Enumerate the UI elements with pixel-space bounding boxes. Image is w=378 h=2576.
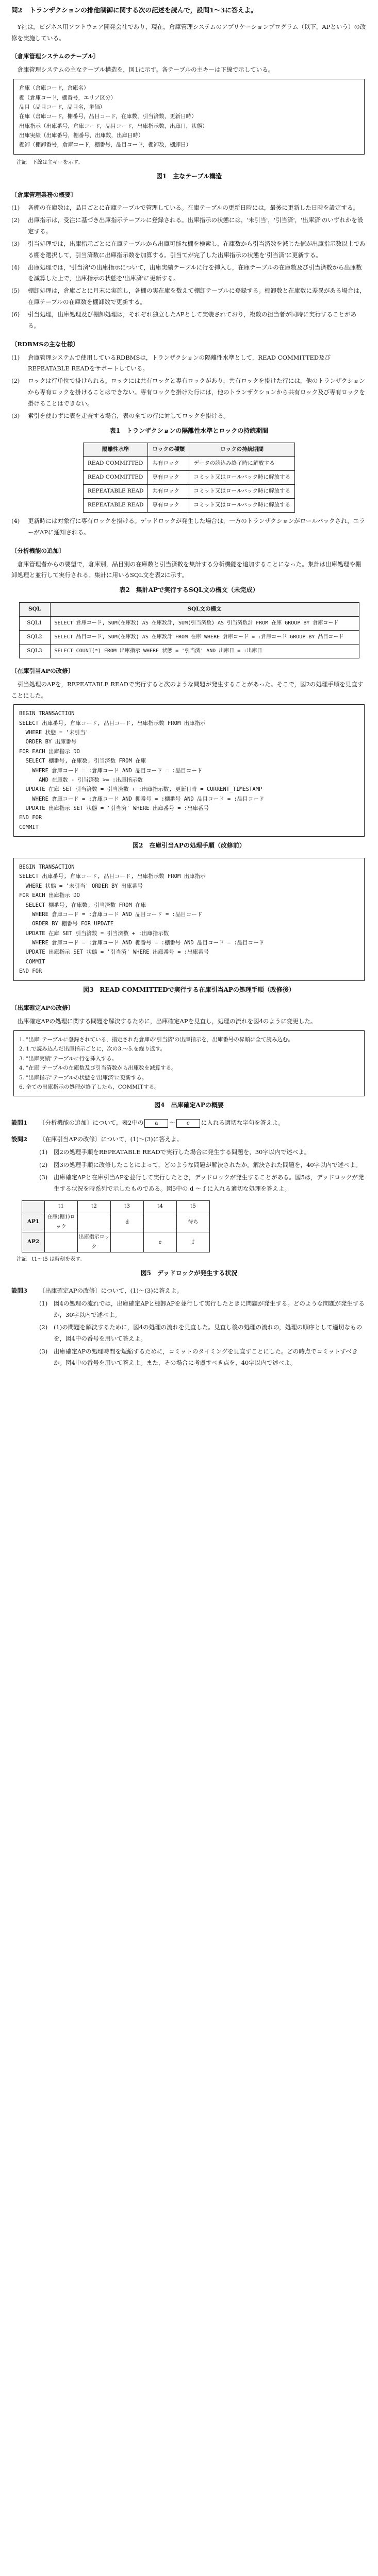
- fig4-caption: 図4 出庫確定APの概要: [154, 1101, 224, 1109]
- list-item: (2) ロックは行単位で掛けられる。ロックには共有ロックと専有ロックがあり，共有ロックを掛けた行には，他のトランザクションから専有ロックを掛けることはできない。専有ロックを掛けた行には，他のトランザクションから共有ロック及び専有ロックを掛けることはできない。: [11, 377, 365, 407]
- fig1-line: 出庫実績（出庫番号，棚番号，出庫数，出庫日時）: [19, 132, 144, 139]
- code-line: SELECT 棚番号, 在庫数, 引当済数 FROM 在庫: [19, 902, 146, 908]
- table2-caption: 表2 集計APで実行するSQL文の構文（未完成）: [119, 586, 259, 594]
- code-line: BEGIN TRANSACTION: [19, 710, 75, 717]
- code-line: END FOR: [19, 815, 42, 821]
- code-line: UPDATE 出庫指示 SET 状態 = '引当済' WHERE 出庫番号 = :出庫番号: [19, 805, 209, 812]
- list-item: (3) 引当処理では，出庫指示ごとに在庫テーブルから出庫可能な棚を検索し，在庫数から引当済数を減じた値が出庫指示数以上である棚を選択して，引当済数に出庫指示数を加算する。引当てが完了した出庫指示の状態を'引当済'に更新する。: [11, 240, 366, 259]
- code-line: UPDATE 在庫 SET 引当済数 = 引当済数 + :出庫指示数: [19, 930, 169, 937]
- code-line: COMMIT: [19, 824, 39, 831]
- fig1-line: 品目（品目コード，品目名，単価）: [19, 104, 106, 110]
- timeline-header-row: t1 t2 t3 t4 t5: [22, 1201, 210, 1212]
- code-line: SELECT 出庫番号, 倉庫コード, 品目コード, 出庫指示数 FROM 出庫指示: [19, 873, 206, 880]
- list-item: (6) 引当処理，出庫処理及び棚卸処理は，それぞれ独立したAPとして実装されており，複数の担当者が同時に実行することがある。: [11, 310, 357, 329]
- question-number: 問2: [11, 6, 23, 14]
- table-row: REPEATABLE READ 共有ロック コミット又はロールバック時に解放する: [83, 485, 294, 499]
- figure-5-timeline: [22, 1200, 210, 1252]
- table-row: SQL2 SELECT 品目コード, SUM(在庫数) AS 在庫数計 FROM 在庫 WHERE 倉庫コード = :倉庫コード GROUP BY 品目コード: [19, 630, 359, 644]
- code-line: COMMIT: [19, 958, 45, 965]
- list-item: (3) 索引を使わずに表を走査する場合，表の全ての行に対してロックを掛ける。: [11, 412, 229, 419]
- code-line: UPDATE 出庫指示 SET 状態 = '引当済' WHERE 出庫番号 = :出庫番号: [19, 949, 209, 956]
- fig2-caption: 図2 在庫引当APの処理手順（改修前）: [133, 842, 245, 850]
- code-line: SELECT 棚番号, 在庫数, 引当済数 FROM 在庫: [19, 758, 146, 765]
- code-line: WHERE 倉庫コード = :倉庫コード AND 棚番号 = :棚番号 AND 品目コード = :品目コード: [19, 940, 265, 946]
- fig3-caption: 図3 READ COMMITTEDで実行する在庫引当APの処理手順（改修後）: [83, 986, 295, 993]
- code-line: WHERE 倉庫コード = :倉庫コード AND 棚番号 = :棚番号 AND 品目コード = :品目コード: [19, 795, 265, 802]
- code-line: ORDER BY 棚番号 FOR UPDATE: [19, 921, 114, 927]
- table-header: SQL文の構文: [50, 603, 359, 617]
- fig1-line: 在庫（倉庫コード，棚番号，品目コード，在庫数，引当済数，更新日時）: [19, 113, 197, 120]
- q1-label: 設問1: [11, 1119, 28, 1127]
- fig5-caption: 図5 デッドロックが発生する状況: [140, 1269, 238, 1277]
- code-line: ORDER BY 出庫番号: [19, 739, 77, 745]
- list-item: (1) 倉庫管理システムで使用しているRDBMSは，トランザクションの隔離性水準として，READ COMMITTED及びREPEATABLE READをサポートしている。: [11, 353, 331, 372]
- list-item: (1) 各棚の在庫数は，品目ごとに在庫テーブルで管理している。在庫テーブルの更新日時には，最後に更新した日時を設定する。: [11, 204, 359, 212]
- section-table-desc: 倉庫管理システムの主なテーブル構造を，図1に示す。各テーブルの主キーは下線で示している。: [17, 66, 274, 74]
- step-line: 4. "在庫"テーブルの在庫数及び引当済数から出庫数を減算する。: [19, 1065, 177, 1072]
- code-line: BEGIN TRANSACTION: [19, 864, 75, 871]
- table-row: SQL3 SELECT COUNT(*) FROM 出庫指示 WHERE 状態 = '引当済' AND 出庫日 = :出庫日: [19, 644, 359, 658]
- sub-question: (2) 図3の処理手順に改修したことによって，どのような問題が解決されたか。解決された問題を，40字以内で述べよ。: [39, 1161, 361, 1168]
- fig1-line: 出庫指示（出庫番号，倉庫コード，品目コード，出庫指示数，出庫日，状態）: [19, 123, 208, 129]
- fig1-caption: 図1 主なテーブル構造: [156, 172, 222, 180]
- list-item: (4) 出庫処理では，'引当済'の出庫指示について，出庫実績テーブルに行を挿入し，在庫テーブルの在庫数及び引当済数から出庫数を減算した上で，出庫指示の状態を'出庫済'に更新する。: [11, 263, 362, 282]
- figure-4-box: [13, 1030, 365, 1096]
- answer-blank: c: [176, 1119, 200, 1128]
- section-business-title: 〔倉庫管理業務の概要〕: [11, 191, 77, 198]
- code-line: FOR EACH 出庫指示 DO: [19, 748, 80, 755]
- code-line: UPDATE 在庫 SET 引当済数 = 引当済数 + :出庫指示数, 更新日時 = CURRENT_TIMESTAMP: [19, 786, 262, 793]
- section-analysis-title: 〔分析機能の追加〕: [11, 547, 65, 554]
- table-row: READ COMMITTED 専有ロック コミット又はロールバック時に解放する: [83, 471, 294, 485]
- timeline-row: AP1 在庫(棚1)ロック d 待ち: [22, 1212, 210, 1232]
- fig2-desc: 引当処理のAPを，REPEATABLE READで実行すると次のような問題が発生することがあった。そこで，図2の処理手順を見直すことにした。: [11, 680, 364, 699]
- step-line: 6. 全ての出庫指示の処理が終了したら，COMMITする。: [19, 1083, 160, 1090]
- fig5-legend: 注記 t1～t5 は時刻を表す。: [17, 1257, 86, 1263]
- code-line: AND 在庫数 - 引当済数 >= :出庫指示数: [19, 776, 143, 783]
- section-process-title: 〔出庫確定APの改修〕: [11, 1004, 74, 1012]
- timeline-row: AP2 出庫指示ロック e f: [22, 1232, 210, 1252]
- intro-paragraph: Y社は，ビジネス用ソフトウェア開発会社であり，現在，倉庫管理システムのアプリケーションプログラム（以下，APという）の改修を実施している。: [11, 23, 366, 42]
- code-line: WHERE 状態 = '未引当' ORDER BY 出庫番号: [19, 883, 143, 889]
- table-header: SQL: [19, 603, 50, 617]
- code-line: WHERE 倉庫コード = :倉庫コード AND 品目コード = :品目コード: [19, 911, 203, 918]
- section-rdbms-title: 〔RDBMSの主な仕様〕: [11, 340, 79, 348]
- fig1-line: 棚卸（棚卸番号，倉庫コード，棚番号，品目コード，棚卸数，棚卸日）: [19, 142, 192, 148]
- q2-intro: 〔在庫引当APの改修〕について，(1)～(3)に答えよ。: [39, 1135, 183, 1143]
- fig1-line: 棚（倉庫コード，棚番号，エリア区分）: [19, 94, 117, 101]
- question-3: [11, 1285, 367, 1370]
- table-row: REPEATABLE READ 専有ロック コミット又はロールバック時に解放する: [83, 499, 294, 513]
- table-1: [83, 443, 295, 513]
- answer-blank: a: [144, 1119, 168, 1128]
- table-row: SQL1 SELECT 倉庫コード, SUM(在庫数) AS 在庫数計, SUM(引当済数) AS 引当済数計 FROM 在庫 GROUP BY 倉庫コード: [19, 617, 359, 631]
- sub-question: (3) 出庫確定APと在庫引当APを並行して実行したとき，デッドロックが発生することがある。図5は，デッドロックが発生する状況を時系列で示したものである。図5中の d ～ f に入れる適切な処理を答えよ。: [39, 1174, 364, 1193]
- rdbms-list: [11, 352, 367, 422]
- step-line: 5. "出庫指示"テーブルの状態を'出庫済'に更新する。: [19, 1074, 147, 1081]
- sub-question: (2) (1)の問題を解決するために，図4の処理の流れを見直した。見直し後の処理の流れの，処理の順序として適切なものを，図4中の番号を用いて答えよ。: [39, 1324, 363, 1343]
- fig1-legend: 注記 下線は主キーを示す。: [17, 159, 84, 165]
- step-line: 3. "出庫実績"テーブルに行を挿入する。: [19, 1055, 118, 1062]
- step-line: 2. 1.で読み込んだ出庫指示ごとに，次の3.～5.を繰り返す。: [19, 1046, 166, 1053]
- question-header: [11, 4, 367, 16]
- question-title: トランザクションの排他制御に関する次の記述を読んで，設問1～3に答えよ。: [29, 6, 257, 14]
- q3-intro: 〔出庫確定APの改修〕について，(1)～(3)に答えよ。: [39, 1286, 183, 1294]
- list-item: (2) 出庫指示は，受注に基づき出庫指示テーブルに登録される。出庫指示の状態には，'未引当'，'引当済'，'出庫済'のいずれかを設定する。: [11, 216, 364, 235]
- code-line: WHERE 倉庫コード = :倉庫コード AND 品目コード = :品目コード: [19, 767, 203, 774]
- section-table-title: 〔倉庫管理システムのテーブル〕: [11, 53, 100, 60]
- fig1-line: 倉庫（倉庫コード，倉庫名）: [19, 85, 89, 92]
- q1-body: 〔分析機能の追加〕について，表2中の a ～ c に入れる適切な字句を答えよ。: [39, 1117, 367, 1129]
- list-item: (5) 棚卸処理は，倉庫ごとに月末に実施し，各棚の実在庫を数えて棚卸テーブルに登録する。棚卸数と在庫数に差異がある場合は，在庫テーブルの在庫数を棚卸数で更新する。: [11, 287, 366, 306]
- table-header: ロックの持続期間: [189, 443, 295, 457]
- table1-caption: 表1 トランザクションの隔離性水準とロックの持続期間: [109, 427, 269, 434]
- sub-question: (3) 出庫確定APの処理時間を短縮するために，コミットのタイミングを見直すことにした。どの時点でコミットすべきか。図4中の番号を用いて答えよ。また，その場合に考慮すべき点を，40字以内で述べよ。: [39, 1348, 358, 1366]
- list-item: (4) 更新時には対象行に専有ロックを掛ける。デッドロックが発生した場合は，一方のトランザクションがロールバックされ，エラーがAPに通知される。: [11, 517, 365, 536]
- sub-question: (1) 図4の処理の流れでは，出庫確定APと棚卸APを並行して実行したときに問題が発生する。どのような問題が発生するか，30字以内で述べよ。: [39, 1299, 365, 1318]
- figure-2-box: [13, 704, 365, 837]
- business-list: [11, 202, 367, 331]
- section-fig2-title: 〔在庫引当APの改修〕: [11, 667, 74, 674]
- figure-1-box: [13, 79, 365, 155]
- q2-label: 設問2: [11, 1135, 28, 1143]
- code-line: SELECT 出庫番号, 倉庫コード, 品目コード, 出庫指示数 FROM 出庫指示: [19, 720, 206, 726]
- question-2: [11, 1134, 367, 1196]
- q3-label: 設問3: [11, 1286, 28, 1294]
- figure-3-box: [13, 858, 365, 981]
- table-2: [19, 602, 359, 658]
- question-1: [11, 1117, 367, 1129]
- analysis-text: 倉庫管理者からの要望で，倉庫別，品目別の在庫数と引当済数を集計する分析機能を追加することになった。集計は出庫処理や棚卸処理と並行して実行される。集計に用いるSQL文を表2に示す。: [11, 560, 361, 579]
- table-header: ロックの種類: [148, 443, 189, 457]
- table-header: 隔離性水準: [83, 443, 148, 457]
- code-line: END FOR: [19, 968, 42, 975]
- code-line: FOR EACH 出庫指示 DO: [19, 892, 80, 899]
- table-row: READ COMMITTED 共有ロック データの読込み終了時に解放する: [83, 457, 294, 471]
- process-text: 出庫確定APの処理に関する問題を解決するために，出庫確定APを見直し，処理の流れを図4のように変更した。: [17, 1018, 317, 1025]
- step-line: 1. "出庫"テーブルに登録されている，指定された倉庫の'引当済'の出庫指示を，出庫番号の昇順に全て読み込む。: [19, 1037, 293, 1043]
- code-line: WHERE 状態 = '未引当': [19, 730, 89, 736]
- sub-question: (1) 図2の処理手順をREPEATABLE READで実行した場合に発生する問題を，30字以内で述べよ。: [39, 1148, 310, 1156]
